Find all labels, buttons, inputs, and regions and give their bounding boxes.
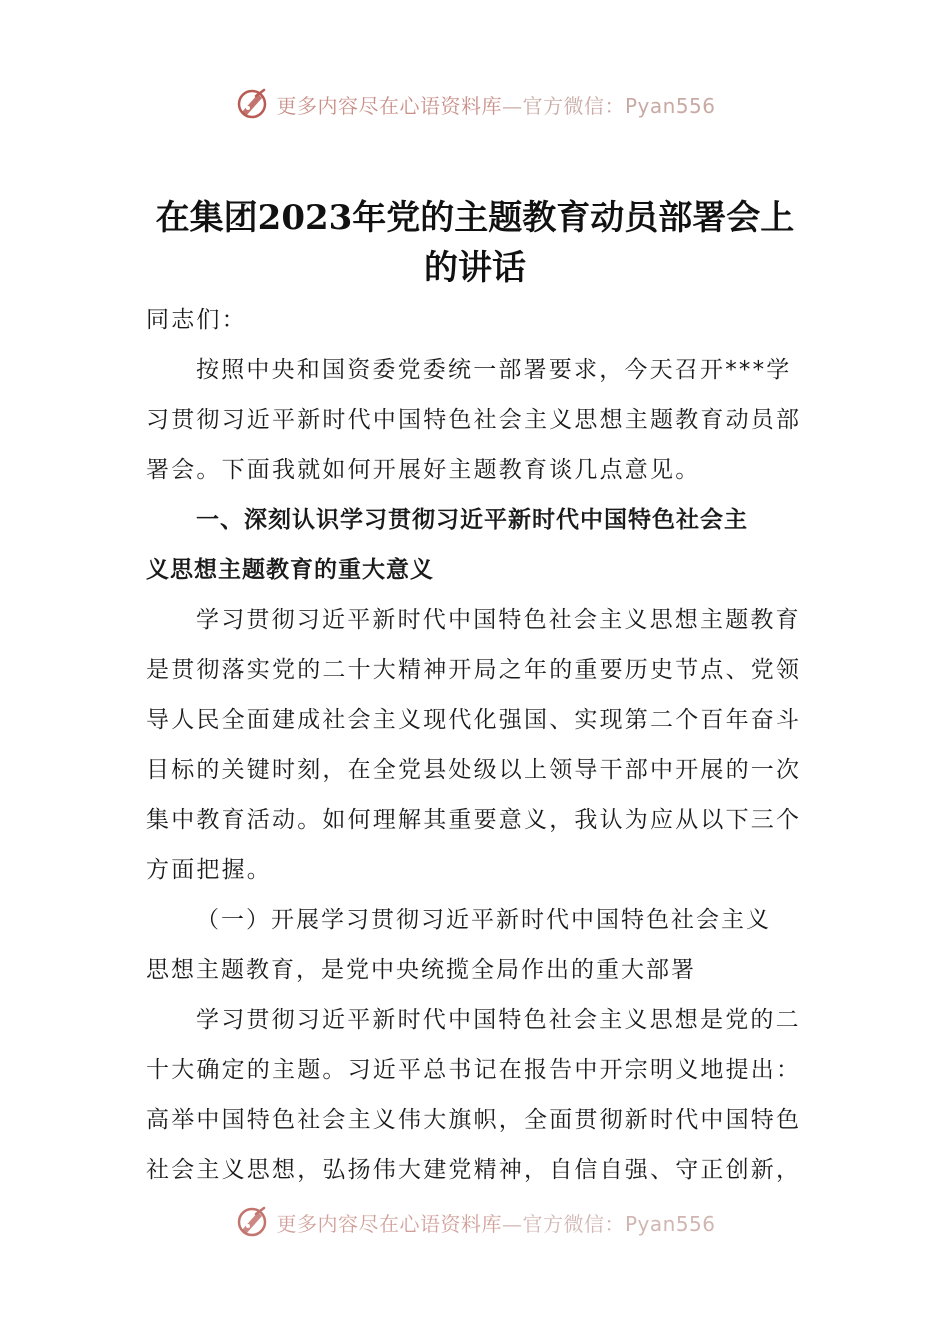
pen-nib-logo-icon	[234, 1204, 270, 1240]
text-line: 学习贯彻习近平新时代中国特色社会主义思想主题教育	[196, 607, 801, 633]
text-line: 社会主义思想，弘扬伟大建党精神，自信自强、守正创新，	[146, 1157, 802, 1183]
document-body	[146, 295, 810, 1195]
salutation: 同志们：	[146, 307, 247, 333]
watermark-site: 更多内容尽在心语资料库	[276, 93, 502, 118]
header-watermark	[0, 82, 950, 126]
title-line-1: 在集团2023年党的主题教育动员部署会上	[155, 198, 795, 238]
heading-line: 思想主题教育，是党中央统揽全局作出的重大部署	[146, 957, 696, 983]
watermark-wechat-id: Pyan556	[624, 1211, 716, 1236]
watermark-dash: —	[501, 1211, 523, 1236]
text-line: 学习贯彻习近平新时代中国特色社会主义思想是党的二	[196, 1007, 801, 1033]
pen-nib-logo-icon	[234, 86, 270, 122]
title-line-2: 的讲话	[424, 248, 526, 288]
text-line: 十大确定的主题。习近平总书记在报告中开宗明义地提出：	[146, 1057, 802, 1083]
section-1-heading	[146, 495, 810, 595]
watermark-contact: 官方微信：	[522, 1211, 625, 1236]
watermark-dash: —	[501, 93, 523, 118]
text-line: 是贯彻落实党的二十大精神开局之年的重要历史节点、党领	[146, 657, 802, 683]
text-line: 方面把握。	[146, 857, 272, 883]
text-line: 署会。下面我就如何开展好主题教育谈几点意见。	[146, 457, 701, 483]
text-line: 按照中央和国资委党委统一部署要求，今天召开***学	[196, 357, 792, 383]
heading-line: （一）开展学习贯彻习近平新时代中国特色社会主义	[196, 907, 771, 933]
subsection-1-heading	[146, 895, 810, 995]
subsection-1-paragraph	[146, 995, 810, 1195]
text-line: 目标的关键时刻，在全党县处级以上领导干部中开展的一次	[146, 757, 802, 783]
heading-line: 一、深刻认识学习贯彻习近平新时代中国特色社会主	[196, 507, 748, 533]
heading-line: 义思想主题教育的重大意义	[146, 557, 434, 583]
watermark-wechat-id: Pyan556	[624, 93, 716, 118]
text-line: 导人民全面建成社会主义现代化强国、实现第二个百年奋斗	[146, 707, 802, 733]
watermark-text	[276, 1208, 715, 1237]
text-line: 集中教育活动。如何理解其重要意义，我认为应从以下三个	[146, 807, 802, 833]
watermark-site: 更多内容尽在心语资料库	[276, 1211, 502, 1236]
document-title	[110, 193, 840, 293]
text-line: 习贯彻习近平新时代中国特色社会主义思想主题教育动员部	[146, 407, 802, 433]
section-1-paragraph	[146, 595, 810, 895]
footer-watermark	[0, 1200, 950, 1244]
watermark-text	[276, 90, 715, 119]
intro-paragraph	[146, 345, 810, 495]
watermark-contact: 官方微信：	[522, 93, 625, 118]
text-line: 高举中国特色社会主义伟大旗帜，全面贯彻新时代中国特色	[146, 1107, 802, 1133]
